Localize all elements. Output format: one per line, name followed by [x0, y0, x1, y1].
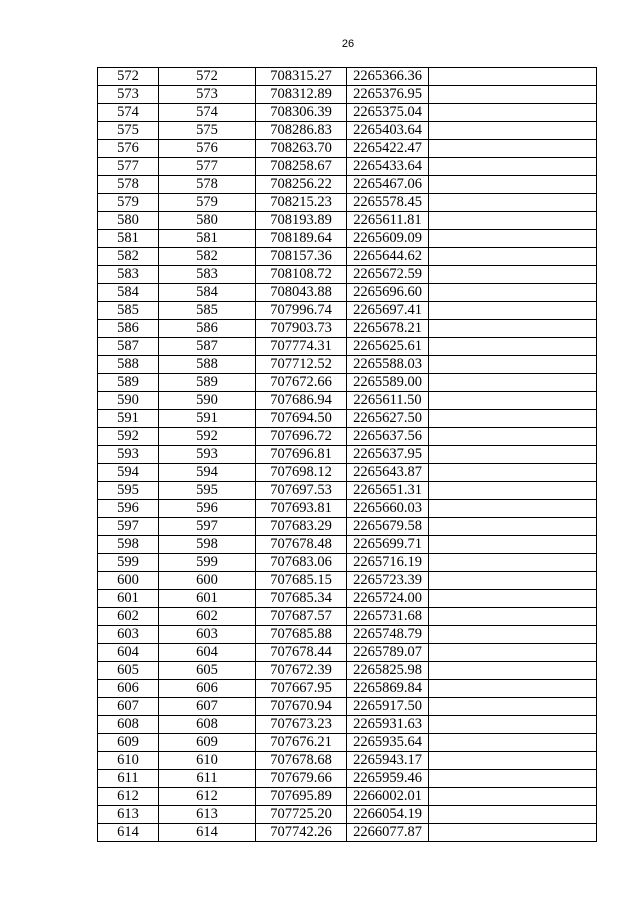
vertex-number-cell: 580: [159, 212, 256, 230]
vertex-number-cell: 611: [159, 770, 256, 788]
table-row: [98, 788, 597, 806]
x-coordinate-cell: 707697.53: [256, 482, 347, 500]
remarks-cell: [429, 824, 597, 842]
table-row: [98, 698, 597, 716]
y-coordinate-cell: 2265696.60: [347, 284, 429, 302]
y-coordinate-cell: 2265588.03: [347, 356, 429, 374]
remarks-cell: [429, 680, 597, 698]
x-coordinate-cell: 707676.21: [256, 734, 347, 752]
point-number-cell: 586: [98, 320, 159, 338]
remarks-cell: [429, 752, 597, 770]
coordinate-table: [97, 67, 597, 842]
point-number-cell: 593: [98, 446, 159, 464]
remarks-cell: [429, 428, 597, 446]
y-coordinate-cell: 2265917.50: [347, 698, 429, 716]
vertex-number-cell: 609: [159, 734, 256, 752]
x-coordinate-cell: 708312.89: [256, 86, 347, 104]
point-number-cell: 585: [98, 302, 159, 320]
point-number-cell: 580: [98, 212, 159, 230]
x-coordinate-cell: 707683.29: [256, 518, 347, 536]
point-number-cell: 579: [98, 194, 159, 212]
y-coordinate-cell: 2265467.06: [347, 176, 429, 194]
y-coordinate-cell: 2265611.81: [347, 212, 429, 230]
vertex-number-cell: 572: [159, 68, 256, 86]
x-coordinate-cell: 707672.66: [256, 374, 347, 392]
point-number-cell: 588: [98, 356, 159, 374]
table-row: [98, 446, 597, 464]
point-number-cell: 609: [98, 734, 159, 752]
remarks-cell: [429, 410, 597, 428]
remarks-cell: [429, 518, 597, 536]
remarks-cell: [429, 266, 597, 284]
x-coordinate-cell: 708215.23: [256, 194, 347, 212]
remarks-cell: [429, 320, 597, 338]
remarks-cell: [429, 392, 597, 410]
y-coordinate-cell: 2265625.61: [347, 338, 429, 356]
x-coordinate-cell: 708157.36: [256, 248, 347, 266]
remarks-cell: [429, 176, 597, 194]
x-coordinate-cell: 707695.89: [256, 788, 347, 806]
y-coordinate-cell: 2265679.58: [347, 518, 429, 536]
y-coordinate-cell: 2265366.36: [347, 68, 429, 86]
remarks-cell: [429, 644, 597, 662]
table-row: [98, 770, 597, 788]
remarks-cell: [429, 464, 597, 482]
point-number-cell: 614: [98, 824, 159, 842]
point-number-cell: 607: [98, 698, 159, 716]
remarks-cell: [429, 500, 597, 518]
table-row: [98, 536, 597, 554]
x-coordinate-cell: 707679.66: [256, 770, 347, 788]
point-number-cell: 601: [98, 590, 159, 608]
y-coordinate-cell: 2265433.64: [347, 158, 429, 176]
remarks-cell: [429, 662, 597, 680]
remarks-cell: [429, 68, 597, 86]
remarks-cell: [429, 716, 597, 734]
vertex-number-cell: 595: [159, 482, 256, 500]
table-row: [98, 212, 597, 230]
remarks-cell: [429, 734, 597, 752]
x-coordinate-cell: 707696.81: [256, 446, 347, 464]
table-row: [98, 140, 597, 158]
point-number-cell: 594: [98, 464, 159, 482]
point-number-cell: 606: [98, 680, 159, 698]
x-coordinate-cell: 707667.95: [256, 680, 347, 698]
y-coordinate-cell: 2265403.64: [347, 122, 429, 140]
vertex-number-cell: 601: [159, 590, 256, 608]
point-number-cell: 581: [98, 230, 159, 248]
x-coordinate-cell: 708315.27: [256, 68, 347, 86]
vertex-number-cell: 594: [159, 464, 256, 482]
vertex-number-cell: 614: [159, 824, 256, 842]
vertex-number-cell: 577: [159, 158, 256, 176]
y-coordinate-cell: 2265731.68: [347, 608, 429, 626]
point-number-cell: 584: [98, 284, 159, 302]
vertex-number-cell: 573: [159, 86, 256, 104]
vertex-number-cell: 589: [159, 374, 256, 392]
vertex-number-cell: 578: [159, 176, 256, 194]
table-row: [98, 824, 597, 842]
vertex-number-cell: 607: [159, 698, 256, 716]
y-coordinate-cell: 2265660.03: [347, 500, 429, 518]
point-number-cell: 612: [98, 788, 159, 806]
point-number-cell: 582: [98, 248, 159, 266]
remarks-cell: [429, 788, 597, 806]
table-row: [98, 554, 597, 572]
y-coordinate-cell: 2265678.21: [347, 320, 429, 338]
vertex-number-cell: 606: [159, 680, 256, 698]
point-number-cell: 604: [98, 644, 159, 662]
table-row: [98, 374, 597, 392]
remarks-cell: [429, 212, 597, 230]
x-coordinate-cell: 708286.83: [256, 122, 347, 140]
point-number-cell: 576: [98, 140, 159, 158]
remarks-cell: [429, 572, 597, 590]
x-coordinate-cell: 708043.88: [256, 284, 347, 302]
table-row: [98, 122, 597, 140]
remarks-cell: [429, 284, 597, 302]
x-coordinate-cell: 707678.68: [256, 752, 347, 770]
vertex-number-cell: 582: [159, 248, 256, 266]
vertex-number-cell: 585: [159, 302, 256, 320]
table-row: [98, 158, 597, 176]
y-coordinate-cell: 2265943.17: [347, 752, 429, 770]
remarks-cell: [429, 140, 597, 158]
y-coordinate-cell: 2265643.87: [347, 464, 429, 482]
vertex-number-cell: 610: [159, 752, 256, 770]
vertex-number-cell: 581: [159, 230, 256, 248]
point-number-cell: 577: [98, 158, 159, 176]
y-coordinate-cell: 2265724.00: [347, 590, 429, 608]
y-coordinate-cell: 2265422.47: [347, 140, 429, 158]
y-coordinate-cell: 2266054.19: [347, 806, 429, 824]
x-coordinate-cell: 708189.64: [256, 230, 347, 248]
remarks-cell: [429, 608, 597, 626]
vertex-number-cell: 596: [159, 500, 256, 518]
table-row: [98, 644, 597, 662]
point-number-cell: 603: [98, 626, 159, 644]
y-coordinate-cell: 2265611.50: [347, 392, 429, 410]
vertex-number-cell: 602: [159, 608, 256, 626]
table-row: [98, 716, 597, 734]
table-row: [98, 266, 597, 284]
x-coordinate-cell: 707685.88: [256, 626, 347, 644]
x-coordinate-cell: 707774.31: [256, 338, 347, 356]
x-coordinate-cell: 707683.06: [256, 554, 347, 572]
vertex-number-cell: 584: [159, 284, 256, 302]
point-number-cell: 598: [98, 536, 159, 554]
x-coordinate-cell: 707686.94: [256, 392, 347, 410]
table-row: [98, 500, 597, 518]
vertex-number-cell: 591: [159, 410, 256, 428]
point-number-cell: 605: [98, 662, 159, 680]
remarks-cell: [429, 698, 597, 716]
vertex-number-cell: 600: [159, 572, 256, 590]
point-number-cell: 610: [98, 752, 159, 770]
x-coordinate-cell: 707673.23: [256, 716, 347, 734]
x-coordinate-cell: 707687.57: [256, 608, 347, 626]
y-coordinate-cell: 2265748.79: [347, 626, 429, 644]
y-coordinate-cell: 2265637.95: [347, 446, 429, 464]
table-row: [98, 86, 597, 104]
vertex-number-cell: 587: [159, 338, 256, 356]
remarks-cell: [429, 194, 597, 212]
vertex-number-cell: 598: [159, 536, 256, 554]
vertex-number-cell: 605: [159, 662, 256, 680]
point-number-cell: 602: [98, 608, 159, 626]
y-coordinate-cell: 2265627.50: [347, 410, 429, 428]
x-coordinate-cell: 708306.39: [256, 104, 347, 122]
vertex-number-cell: 583: [159, 266, 256, 284]
vertex-number-cell: 574: [159, 104, 256, 122]
vertex-number-cell: 586: [159, 320, 256, 338]
x-coordinate-cell: 707693.81: [256, 500, 347, 518]
x-coordinate-cell: 708193.89: [256, 212, 347, 230]
table-row: [98, 572, 597, 590]
table-row: [98, 284, 597, 302]
remarks-cell: [429, 302, 597, 320]
x-coordinate-cell: 707672.39: [256, 662, 347, 680]
point-number-cell: 573: [98, 86, 159, 104]
table-row: [98, 752, 597, 770]
point-number-cell: 611: [98, 770, 159, 788]
y-coordinate-cell: 2265931.63: [347, 716, 429, 734]
y-coordinate-cell: 2265935.64: [347, 734, 429, 752]
point-number-cell: 599: [98, 554, 159, 572]
vertex-number-cell: 612: [159, 788, 256, 806]
y-coordinate-cell: 2265376.95: [347, 86, 429, 104]
x-coordinate-cell: 707725.20: [256, 806, 347, 824]
vertex-number-cell: 590: [159, 392, 256, 410]
y-coordinate-cell: 2265672.59: [347, 266, 429, 284]
y-coordinate-cell: 2265375.04: [347, 104, 429, 122]
table-row: [98, 302, 597, 320]
point-number-cell: 596: [98, 500, 159, 518]
table-row: [98, 608, 597, 626]
remarks-cell: [429, 770, 597, 788]
x-coordinate-cell: 708258.67: [256, 158, 347, 176]
x-coordinate-cell: 707678.48: [256, 536, 347, 554]
vertex-number-cell: 579: [159, 194, 256, 212]
point-number-cell: 608: [98, 716, 159, 734]
point-number-cell: 595: [98, 482, 159, 500]
y-coordinate-cell: 2265697.41: [347, 302, 429, 320]
remarks-cell: [429, 158, 597, 176]
point-number-cell: 583: [98, 266, 159, 284]
point-number-cell: 574: [98, 104, 159, 122]
remarks-cell: [429, 590, 597, 608]
y-coordinate-cell: 2266002.01: [347, 788, 429, 806]
y-coordinate-cell: 2265578.45: [347, 194, 429, 212]
table-row: [98, 428, 597, 446]
vertex-number-cell: 592: [159, 428, 256, 446]
y-coordinate-cell: 2265789.07: [347, 644, 429, 662]
remarks-cell: [429, 482, 597, 500]
y-coordinate-cell: 2266077.87: [347, 824, 429, 842]
point-number-cell: 575: [98, 122, 159, 140]
y-coordinate-cell: 2265609.09: [347, 230, 429, 248]
remarks-cell: [429, 104, 597, 122]
remarks-cell: [429, 806, 597, 824]
vertex-number-cell: 593: [159, 446, 256, 464]
table-row: [98, 392, 597, 410]
y-coordinate-cell: 2265716.19: [347, 554, 429, 572]
remarks-cell: [429, 122, 597, 140]
table-row: [98, 662, 597, 680]
table-row: [98, 410, 597, 428]
x-coordinate-cell: 707712.52: [256, 356, 347, 374]
point-number-cell: 591: [98, 410, 159, 428]
x-coordinate-cell: 707903.73: [256, 320, 347, 338]
point-number-cell: 613: [98, 806, 159, 824]
table-row: [98, 338, 597, 356]
remarks-cell: [429, 230, 597, 248]
table-row: [98, 68, 597, 86]
x-coordinate-cell: 708263.70: [256, 140, 347, 158]
point-number-cell: 592: [98, 428, 159, 446]
x-coordinate-cell: 707698.12: [256, 464, 347, 482]
remarks-cell: [429, 536, 597, 554]
y-coordinate-cell: 2265825.98: [347, 662, 429, 680]
x-coordinate-cell: 707696.72: [256, 428, 347, 446]
vertex-number-cell: 599: [159, 554, 256, 572]
x-coordinate-cell: 707685.15: [256, 572, 347, 590]
y-coordinate-cell: 2265699.71: [347, 536, 429, 554]
point-number-cell: 600: [98, 572, 159, 590]
table-row: [98, 482, 597, 500]
x-coordinate-cell: 707996.74: [256, 302, 347, 320]
table-row: [98, 356, 597, 374]
table-row: [98, 230, 597, 248]
remarks-cell: [429, 248, 597, 266]
remarks-cell: [429, 338, 597, 356]
y-coordinate-cell: 2265651.31: [347, 482, 429, 500]
point-number-cell: 587: [98, 338, 159, 356]
remarks-cell: [429, 356, 597, 374]
y-coordinate-cell: 2265637.56: [347, 428, 429, 446]
remarks-cell: [429, 374, 597, 392]
remarks-cell: [429, 446, 597, 464]
remarks-cell: [429, 554, 597, 572]
table-row: [98, 194, 597, 212]
point-number-cell: 597: [98, 518, 159, 536]
table-row: [98, 590, 597, 608]
table-row: [98, 626, 597, 644]
x-coordinate-cell: 707694.50: [256, 410, 347, 428]
y-coordinate-cell: 2265723.39: [347, 572, 429, 590]
point-number-cell: 572: [98, 68, 159, 86]
table-row: [98, 518, 597, 536]
remarks-cell: [429, 626, 597, 644]
page-number: 26: [341, 38, 355, 50]
vertex-number-cell: 613: [159, 806, 256, 824]
x-coordinate-cell: 708108.72: [256, 266, 347, 284]
x-coordinate-cell: 707685.34: [256, 590, 347, 608]
point-number-cell: 589: [98, 374, 159, 392]
y-coordinate-cell: 2265644.62: [347, 248, 429, 266]
table-row: [98, 680, 597, 698]
x-coordinate-cell: 708256.22: [256, 176, 347, 194]
vertex-number-cell: 588: [159, 356, 256, 374]
coordinate-table-body: [98, 68, 597, 842]
table-row: [98, 320, 597, 338]
point-number-cell: 590: [98, 392, 159, 410]
y-coordinate-cell: 2265869.84: [347, 680, 429, 698]
x-coordinate-cell: 707678.44: [256, 644, 347, 662]
remarks-cell: [429, 86, 597, 104]
table-row: [98, 104, 597, 122]
vertex-number-cell: 608: [159, 716, 256, 734]
point-number-cell: 578: [98, 176, 159, 194]
table-row: [98, 734, 597, 752]
x-coordinate-cell: 707670.94: [256, 698, 347, 716]
vertex-number-cell: 604: [159, 644, 256, 662]
table-row: [98, 806, 597, 824]
table-row: [98, 248, 597, 266]
y-coordinate-cell: 2265959.46: [347, 770, 429, 788]
vertex-number-cell: 575: [159, 122, 256, 140]
vertex-number-cell: 597: [159, 518, 256, 536]
table-row: [98, 176, 597, 194]
table-row: [98, 464, 597, 482]
y-coordinate-cell: 2265589.00: [347, 374, 429, 392]
vertex-number-cell: 603: [159, 626, 256, 644]
x-coordinate-cell: 707742.26: [256, 824, 347, 842]
vertex-number-cell: 576: [159, 140, 256, 158]
